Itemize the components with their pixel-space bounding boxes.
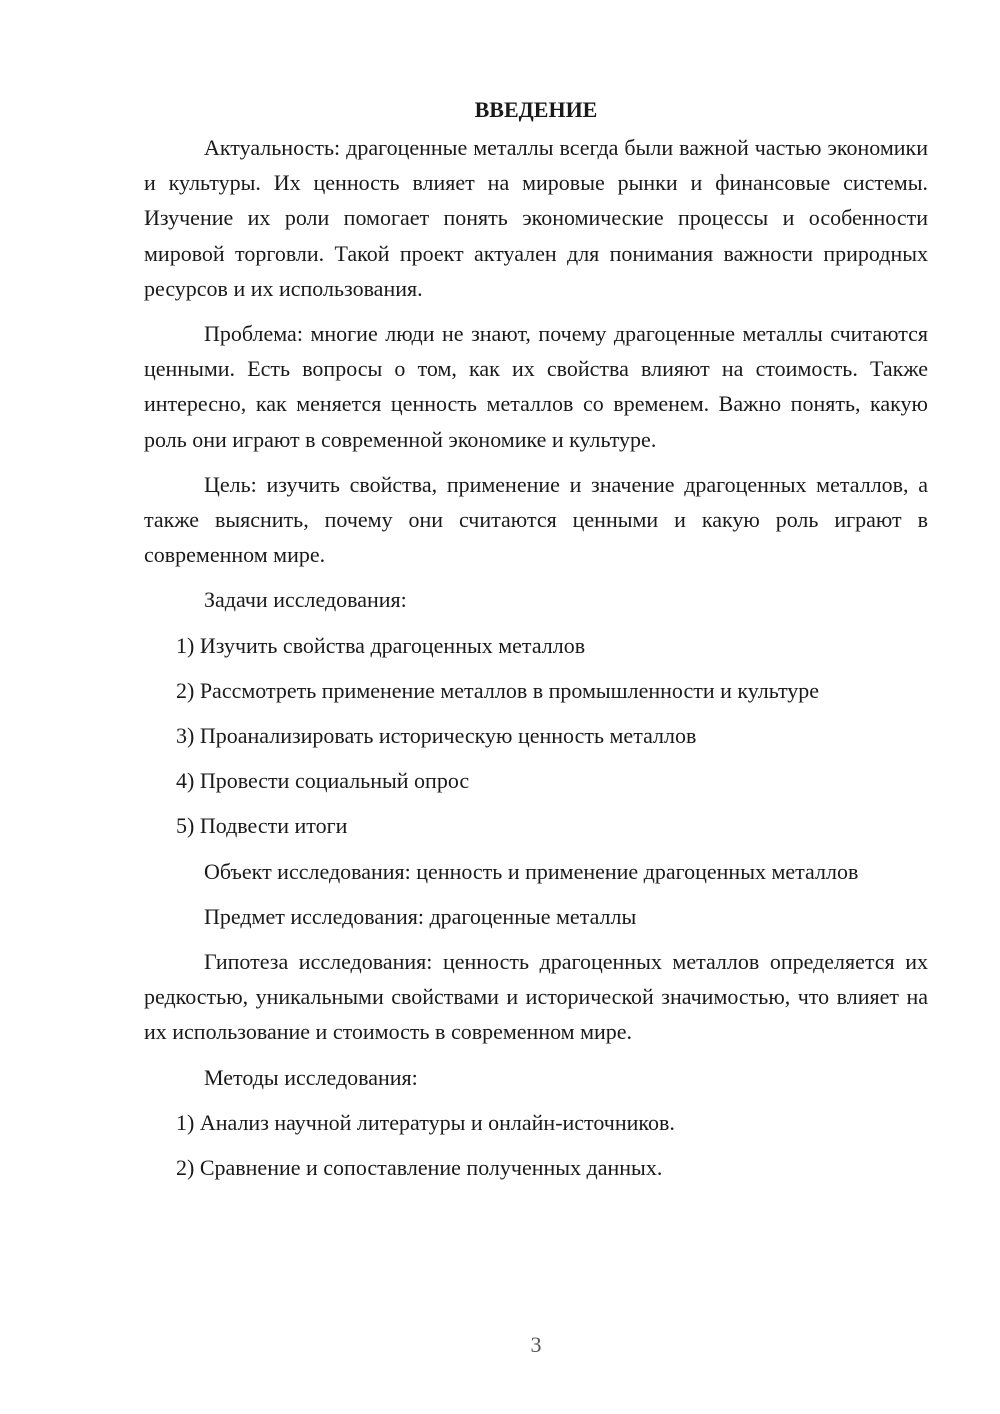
task-item: 1) Изучить свойства драгоценных металлов (176, 632, 586, 658)
problem-paragraph: Проблема: многие люди не знают, почему драгоценные металлы считаются ценными. Есть вопросы о том, как их свойства влияют на стоимость. Также интересно, как меняется ценность металлов со временем. Важно понять, какую роль они играют в современной экономике и культуре. (144, 321, 928, 452)
page-number: 3 (530, 1332, 542, 1357)
task-item: 4) Провести социальный опрос (176, 768, 470, 794)
tasks-heading: Задачи исследования: (204, 587, 407, 613)
relevance-paragraph: Актуальность: драгоценные металлы всегда были важной частью экономики и культуры. Их ценность влияет на мировые рынки и финансовые системы. Изучение их роли помогает понять экономические процессы и особенности мировой торговли. Такой проект актуален для понимания важности природных ресурсов и их использования. (144, 135, 928, 301)
task-item: 5) Подвести итоги (176, 813, 348, 839)
hypothesis-paragraph: Гипотеза исследования: ценность драгоценных металлов определяется их редкостью, уникальными свойствами и исторической значимостью, что влияет на их использование и стоимость в современном мире. (144, 949, 928, 1045)
object-paragraph: Объект исследования: ценность и применение драгоценных металлов (204, 858, 859, 884)
task-item: 3) Проанализировать историческую ценность металлов (176, 723, 697, 749)
section-heading: ВВЕДЕНИЕ (474, 97, 598, 122)
page-content (144, 92, 928, 1195)
method-item: 1) Анализ научной литературы и онлайн-источников. (176, 1109, 675, 1135)
task-item: 2) Рассмотреть применение металлов в промышленности и культуре (176, 677, 820, 703)
methods-heading: Методы исследования: (204, 1064, 418, 1090)
subject-paragraph: Предмет исследования: драгоценные металлы (204, 903, 637, 929)
goal-paragraph: Цель: изучить свойства, применение и значение драгоценных металлов, а также выяснить, почему они считаются ценными и какую роль играют в современном мире. (144, 471, 928, 568)
method-item: 2) Сравнение и сопоставление полученных данных. (176, 1155, 663, 1181)
